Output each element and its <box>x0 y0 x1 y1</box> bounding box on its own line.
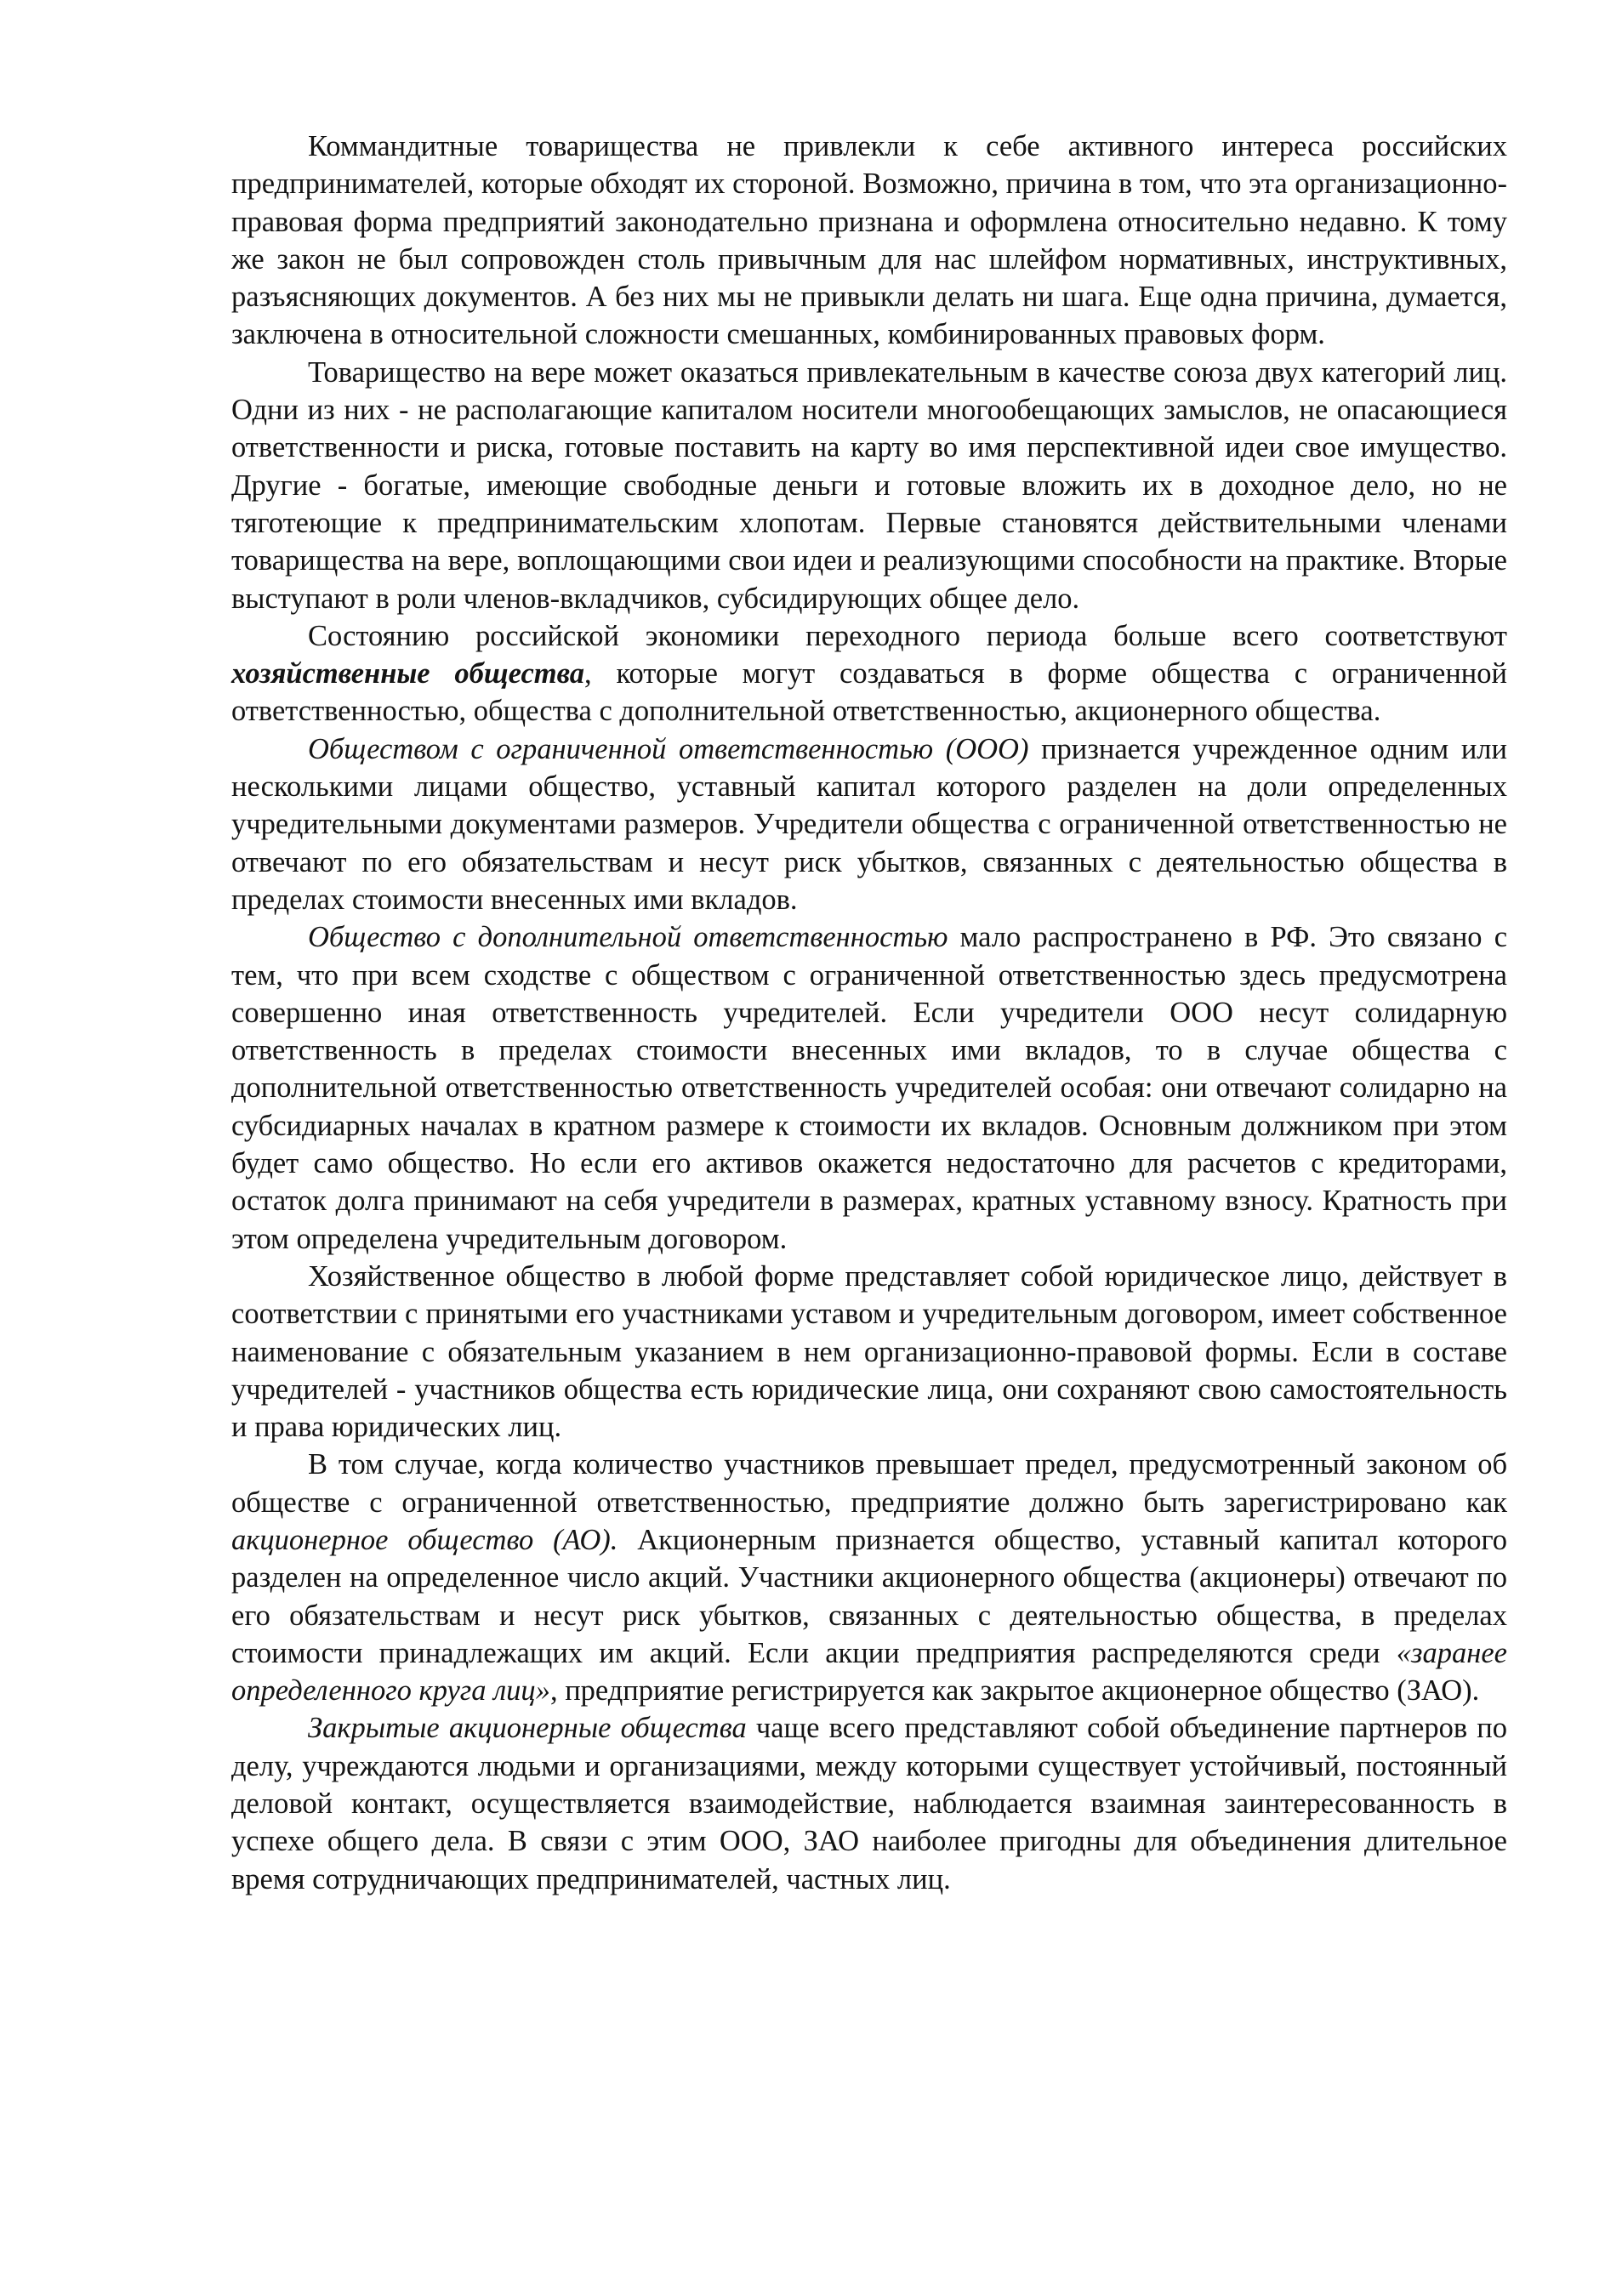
document-page <box>231 128 1507 1898</box>
paragraph-text: , предприятие регистрируется как закрытое акционерное общество (ЗАО). <box>549 1674 1480 1708</box>
paragraph-text: , которые могут создаваться в форме общества с ограниченной ответственностью, общества с дополнительной ответственностью, акционерного общества. <box>231 657 1507 728</box>
paragraph-text: признается учрежденное одним или несколькими лицами общество, уставный капитал которого разделен на доли определенных учредительными документами размеров. Учредители общества с ограниченной ответственностью не отвечают по его обязательствам и несут риск убытков, связанных с деятельностью общества в пределах стоимости внесенных ими вкладов. <box>231 732 1507 916</box>
italic-term: Обществом с ограниченной ответственностью (ООО) <box>308 732 1029 765</box>
paragraph-odo <box>231 918 1507 1258</box>
paragraph-kommandit <box>231 128 1507 354</box>
paragraph-ao <box>231 1446 1507 1709</box>
paragraph-text: Товарищество на вере может оказаться привлекательным в качестве союза двух категорий лиц. Одни из них - не располагающие капиталом носители многообещающих замыслов, не опасающиеся ответственности и риска, готовые поставить на карту во имя перспективной идеи свое имущество. Другие - богатые, имеющие свободные деньги и готовые вложить их в доходное дело, но не тяготеющие к предпринимательским хлопотам. Первые становятся действительными членами товарищества на вере, воплощающими свои идеи и реализующими способности на практике. Вторые выступают в роли членов-вкладчиков, субсидирующих общее дело. <box>231 355 1507 615</box>
paragraph-ooo <box>231 730 1507 918</box>
paragraph-text: Хозяйственное общество в любой форме представляет собой юридическое лицо, действует в соответствии с принятыми его участниками уставом и учредительным договором, имеет собственное наименование с обязательным указанием в нем организационно-правовой формы. Если в составе учредителей - участников общества есть юридические лица, они сохраняют свою самостоятельность и права юридических лиц. <box>231 1259 1507 1444</box>
paragraph-text: Акционерным признается общество, уставный капитал которого разделен на определенное число акций. Участники акционерного общества (акционеры) отвечают по его обязательствам и несут риск убытков, связанных с деятельностью общества, в пределах стоимости принадлежащих им акций. Если акции предприятия распределяются среди <box>231 1523 1507 1669</box>
paragraph-text: чаще всего представляют собой объединение партнеров по делу, учреждаются людьми и организациями, между которыми существует устойчивый, постоянный деловой контакт, осуществляется взаимодействие, наблюдается взаимная заинтересованность в успехе общего дела. В связи с этим ООО, ЗАО наиболее пригодны для объединения длительное время сотрудничающих предпринимателей, частных лиц. <box>231 1712 1507 1895</box>
paragraph-text: В том случае, когда количество участников превышает предел, предусмотренный законом об обществе с ограниченной ответственностью, предприятие должно быть зарегистрировано как <box>231 1448 1507 1519</box>
paragraph-zao <box>231 1709 1507 1897</box>
italic-term: Общество с дополнительной ответственностью <box>308 921 948 954</box>
paragraph-khozyaystvennye-obshchestva <box>231 617 1507 730</box>
italic-term: акционерное общество (АО). <box>231 1523 618 1556</box>
paragraph-tovarishchestvo-na-vere <box>231 354 1507 617</box>
paragraph-text: Состоянию российской экономики переходного периода больше всего соответствуют <box>308 619 1507 652</box>
paragraph-yuridicheskoe-litso <box>231 1258 1507 1446</box>
italic-quote: «заранее определенного круга лиц» <box>231 1636 1507 1708</box>
paragraph-text: Коммандитные товарищества не привлекли к себе активного интереса российских предпринимателей, которые обходят их стороной. Возможно, причина в том, что эта организационно-правовая форма предприятий законодательно признана и оформлена относительно недавно. К тому же закон не был сопровожден столь привычным для нас шлейфом нормативных, инструктивных, разъясняющих документов. А без них мы не привыкли делать ни шага. Еще одна причина, думается, заключена в относительной сложности смешанных, комбинированных правовых форм. <box>231 130 1507 351</box>
italic-term: Закрытые акционерные общества <box>308 1712 747 1745</box>
paragraph-text: мало распространено в РФ. Это связано с тем, что при всем сходстве с обществом с ограниченной ответственностью здесь предусмотрена совершенно иная ответственность учредителей. Если учредители ООО несут солидарную ответственность в пределах стоимости внесенных ими вкладов, то в случае общества с дополнительной ответственностью ответственность учредителей особая: они отвечают солидарно на субсидиарных началах в кратном размере к стоимости их вкладов. Основным должником при этом будет само общество. Но если его активов окажется недостаточно для расчетов с кредиторами, остаток долга принимают на себя учредители в размерах, кратных уставному взносу. Кратность при этом определена учредительным договором. <box>231 921 1508 1255</box>
emphasis-term: хозяйственные общества <box>231 657 585 691</box>
